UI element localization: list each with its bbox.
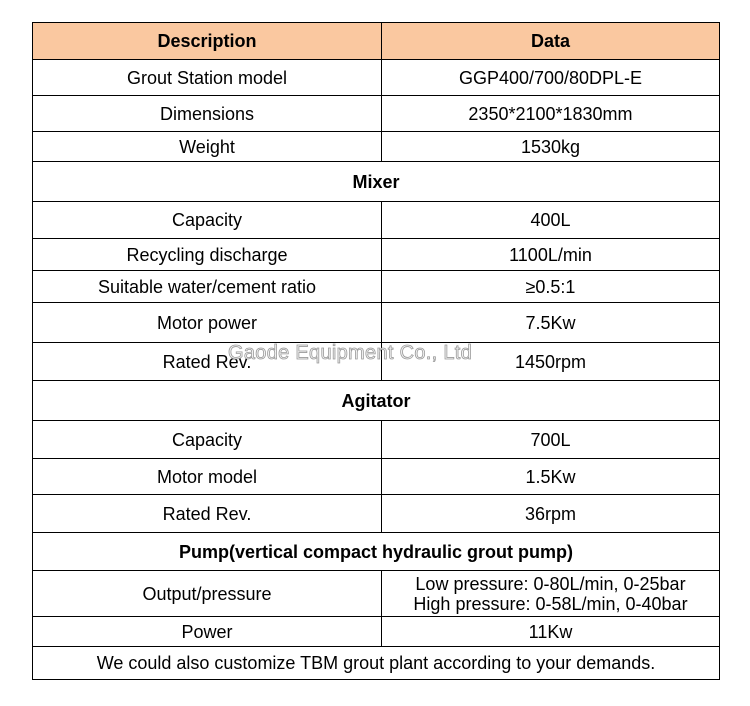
watermark-text: Gaode Equipment Co., Ltd: [228, 342, 473, 364]
row-label: Weight: [33, 132, 382, 162]
row-value: 11Kw: [382, 617, 720, 647]
table-row: [33, 571, 720, 617]
table-row: [33, 202, 720, 239]
row-value: 36rpm: [382, 495, 720, 533]
section-title-mixer: Mixer: [33, 162, 720, 202]
low-pressure-value: Low pressure: 0-80L/min, 0-25bar: [415, 573, 686, 594]
row-value: 1.5Kw: [382, 459, 720, 495]
row-label: Output/pressure: [33, 571, 382, 617]
data-header: Data: [382, 23, 720, 60]
row-value: 400L: [382, 202, 720, 239]
table-row: [33, 421, 720, 459]
table-row: [33, 271, 720, 303]
row-value: 1450rpm: [382, 343, 720, 381]
row-value: 700L: [382, 421, 720, 459]
description-header: Description: [33, 23, 382, 60]
table-row: [33, 303, 720, 343]
table-row: [33, 343, 720, 381]
section-row-pump: [33, 533, 720, 571]
row-value: ≥0.5:1: [382, 271, 720, 303]
row-value: 7.5Kw: [382, 303, 720, 343]
row-label: Motor model: [33, 459, 382, 495]
row-label: Power: [33, 617, 382, 647]
table-row: [33, 96, 720, 132]
section-row-mixer: [33, 162, 720, 202]
row-label: Rated Rev.: [33, 495, 382, 533]
table-row: [33, 617, 720, 647]
section-title-pump: Pump(vertical compact hydraulic grout pump): [33, 533, 720, 571]
row-label: Rated Rev.: [33, 343, 382, 381]
row-value: GGP400/700/80DPL-E: [382, 60, 720, 96]
row-label: Capacity: [33, 421, 382, 459]
row-value: 1530kg: [382, 132, 720, 162]
footer-note: We could also customize TBM grout plant according to your demands.: [33, 647, 720, 680]
row-value-two-line: [382, 571, 720, 617]
table-row: [33, 495, 720, 533]
row-label: Dimensions: [33, 96, 382, 132]
row-label: Grout Station model: [33, 60, 382, 96]
row-label: Capacity: [33, 202, 382, 239]
row-label: Suitable water/cement ratio: [33, 271, 382, 303]
table-row: [33, 60, 720, 96]
row-value: 2350*2100*1830mm: [382, 96, 720, 132]
section-row-agitator: [33, 381, 720, 421]
table-row: [33, 239, 720, 271]
spec-table: [32, 22, 720, 680]
row-label: Motor power: [33, 303, 382, 343]
footer-row: [33, 647, 720, 680]
table-row: [33, 459, 720, 495]
row-label: Recycling discharge: [33, 239, 382, 271]
header-row: [33, 23, 720, 60]
row-value: 1100L/min: [382, 239, 720, 271]
table-row: [33, 132, 720, 162]
section-title-agitator: Agitator: [33, 381, 720, 421]
high-pressure-value: High pressure: 0-58L/min, 0-40bar: [413, 593, 688, 614]
